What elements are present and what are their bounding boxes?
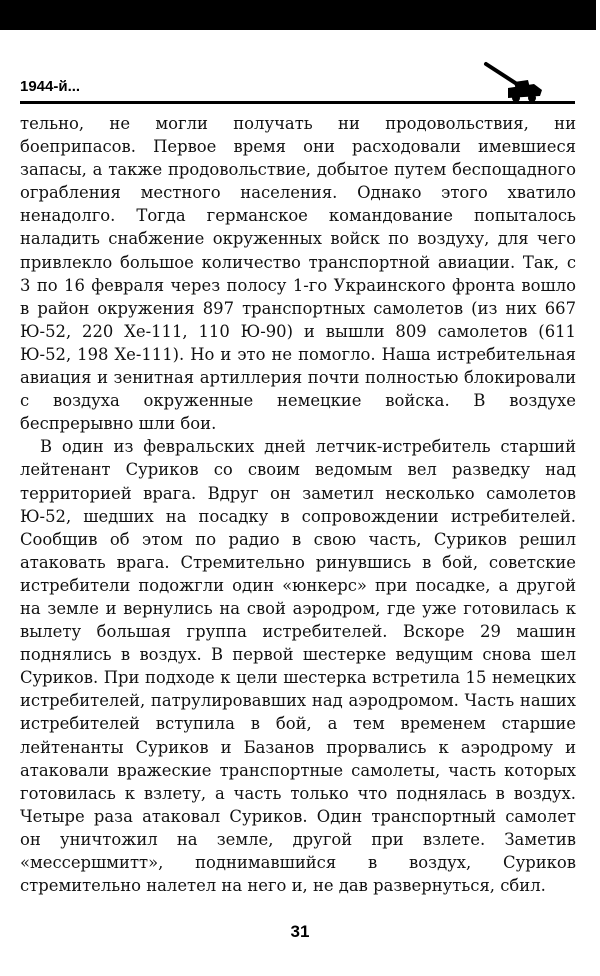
paragraph-surikov: В один из февральских дней летчик-истребитель старший лейтенант Суриков со своим ведомым вел разведку над территорией врага. Вдруг он заметил несколько самолетов Ю-52, шедших на посадку в сопровождении истребителей. Сообщив об этом по радио в свою часть, Суриков решил атаковать врага. Стремительно ринувшись в бой, советские истребители подожгли один «юнкерс» при посадке, а другой на земле и вернулись на свой аэродром, где уже готовилась к вылету большая группа истребителей. Вскоре 29 машин поднялись в воздух. В первой шестерке ведущим снова шел Суриков. При подходе к цели шестерка встретила 15 немецких истребителей, патрулировавших над аэродромом. Часть наших истребителей вступила в бой, а тем временем старшие лейтенанты Суриков и Базанов прорвались к аэродрому и атаковали вражеские транспортные самолеты, часть которых готовилась к взлету, а часть только что поднялась в воздух. Четыре раза атаковал Суриков. Один транспортный самолет он уничтожил на земле, другой при взлете. Заметив «мессершмитт», поднимавшийся в воздух, Суриков стремительно налетел на него и, не дав развернуться, сбил.: [20, 437, 576, 896]
header-rule: [20, 101, 575, 104]
artillery-gun-icon: [478, 58, 548, 104]
running-head: 1944-й...: [20, 78, 81, 95]
body-text: [20, 112, 576, 897]
page-right-edge: [596, 0, 600, 976]
page-number: 31: [290, 922, 310, 941]
top-black-band: [0, 0, 596, 30]
paragraph-continuation: тельно, не могли получать ни продовольствия, ни боеприпасов. Первое время они расходовали имевшиеся запасы, а также продовольствие, добытое путем беспощадного ограбления местного населения. Однако этого хватило ненадолго. Тогда германское командование попыталось наладить снабжение окруженных войск по воздуху, для чего привлекло большое количество транспортной авиации. Так, с 3 по 16 февраля через полосу 1-го Украинского фронта вошло в район окружения 897 транспортных самолетов (из них 667 Ю-52, 220 Хе-111, 110 Ю-90) и вышли 809 самолетов (611 Ю-52, 198 Хе-111). Но и это не помогло. Наша истребительная авиация и зенитная артиллерия почти полностью блокировали с воздуха окруженные немецкие войска. В воздухе беспрерывно шли бои.: [20, 114, 576, 434]
